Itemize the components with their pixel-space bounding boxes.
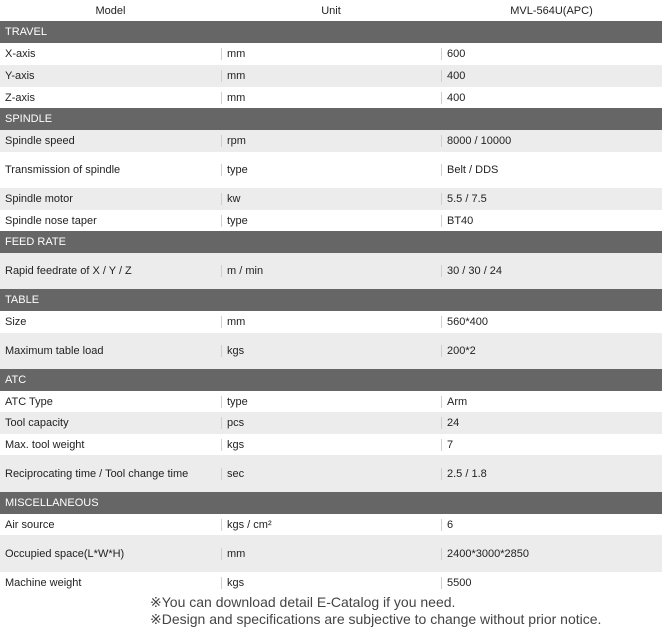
table-row <box>0 130 662 152</box>
section-feed-rate: FEED RATE <box>0 231 662 253</box>
row-unit: type <box>221 215 441 227</box>
table-row <box>0 210 662 231</box>
row-value: 2.5 / 1.8 <box>441 468 662 480</box>
table-row <box>0 391 662 412</box>
row-value: 600 <box>441 48 662 60</box>
row-value: 5.5 / 7.5 <box>441 193 662 205</box>
table-row <box>0 152 662 188</box>
row-name: Max. tool weight <box>5 438 85 451</box>
row-unit: type <box>221 396 441 408</box>
header-model: Model <box>95 4 126 17</box>
table-row <box>0 311 662 333</box>
row-value: 30 / 30 / 24 <box>441 265 662 277</box>
table-row <box>0 572 662 593</box>
table-row <box>0 65 662 87</box>
row-value: 200*2 <box>441 345 662 357</box>
row-value: Belt / DDS <box>441 164 662 176</box>
row-value: Arm <box>441 396 662 408</box>
row-unit: kgs / cm² <box>221 519 441 531</box>
row-name: X-axis <box>5 48 36 60</box>
row-value: BT40 <box>441 215 662 227</box>
row-value: 6 <box>441 519 662 531</box>
row-name: Spindle speed <box>5 135 75 147</box>
row-unit: kw <box>221 193 441 205</box>
row-value: 5500 <box>441 577 662 589</box>
table-row <box>0 43 662 65</box>
row-name: Spindle nose taper <box>5 214 97 227</box>
note-disclaimer: ※Design and specifications are subjective to change without prior notice. <box>150 611 602 627</box>
row-unit: m / min <box>221 265 441 277</box>
row-unit: mm <box>221 70 441 82</box>
note-catalog: ※You can download detail E-Catalog if you need. <box>150 594 456 610</box>
row-unit: type <box>221 164 441 176</box>
row-unit: sec <box>221 468 441 480</box>
table-row <box>0 87 662 108</box>
table-row <box>0 253 662 289</box>
row-name: Y-axis <box>5 70 35 82</box>
row-unit: mm <box>221 92 441 104</box>
table-row <box>0 333 662 369</box>
row-unit: pcs <box>221 417 441 429</box>
row-unit: rpm <box>221 135 441 147</box>
row-value: 400 <box>441 70 662 82</box>
header-value: MVL-564U(APC) <box>510 4 593 17</box>
table-row <box>0 434 662 455</box>
header-unit: Unit <box>321 4 341 17</box>
row-name: Tool capacity <box>5 417 69 429</box>
row-unit: kgs <box>221 577 441 589</box>
row-name: Machine weight <box>5 576 82 589</box>
footnotes <box>150 594 601 628</box>
table-row <box>0 455 662 492</box>
row-value: 2400*3000*2850 <box>441 548 662 560</box>
table-header <box>0 0 662 21</box>
row-unit: mm <box>221 48 441 60</box>
section-miscellaneous: MISCELLANEOUS <box>0 492 662 514</box>
row-name: Spindle motor <box>5 193 73 205</box>
row-name: Size <box>5 316 27 328</box>
row-unit: kgs <box>221 345 441 357</box>
row-name: Air source <box>5 518 55 531</box>
row-value: 400 <box>441 92 662 104</box>
row-name: Reciprocating time / Tool change time <box>5 467 189 480</box>
section-table: TABLE <box>0 289 662 311</box>
row-unit: mm <box>221 316 441 328</box>
row-name: Z-axis <box>5 91 35 104</box>
section-travel: TRAVEL <box>0 21 662 43</box>
table-row <box>0 514 662 535</box>
row-name: Maximum table load <box>5 345 104 357</box>
row-value: 8000 / 10000 <box>441 135 662 147</box>
table-row <box>0 535 662 572</box>
row-unit: kgs <box>221 439 441 451</box>
section-atc: ATC <box>0 369 662 391</box>
section-spindle: SPINDLE <box>0 108 662 130</box>
row-name: ATC Type <box>5 395 53 408</box>
row-name: Occupied space(L*W*H) <box>5 547 125 560</box>
row-value: 24 <box>441 417 662 429</box>
row-name: Rapid feedrate of X / Y / Z <box>5 265 132 277</box>
table-row <box>0 412 662 434</box>
row-name: Transmission of spindle <box>5 164 121 176</box>
table-row <box>0 188 662 210</box>
row-unit: mm <box>221 548 441 560</box>
row-value: 560*400 <box>441 316 662 328</box>
row-value: 7 <box>441 439 662 451</box>
